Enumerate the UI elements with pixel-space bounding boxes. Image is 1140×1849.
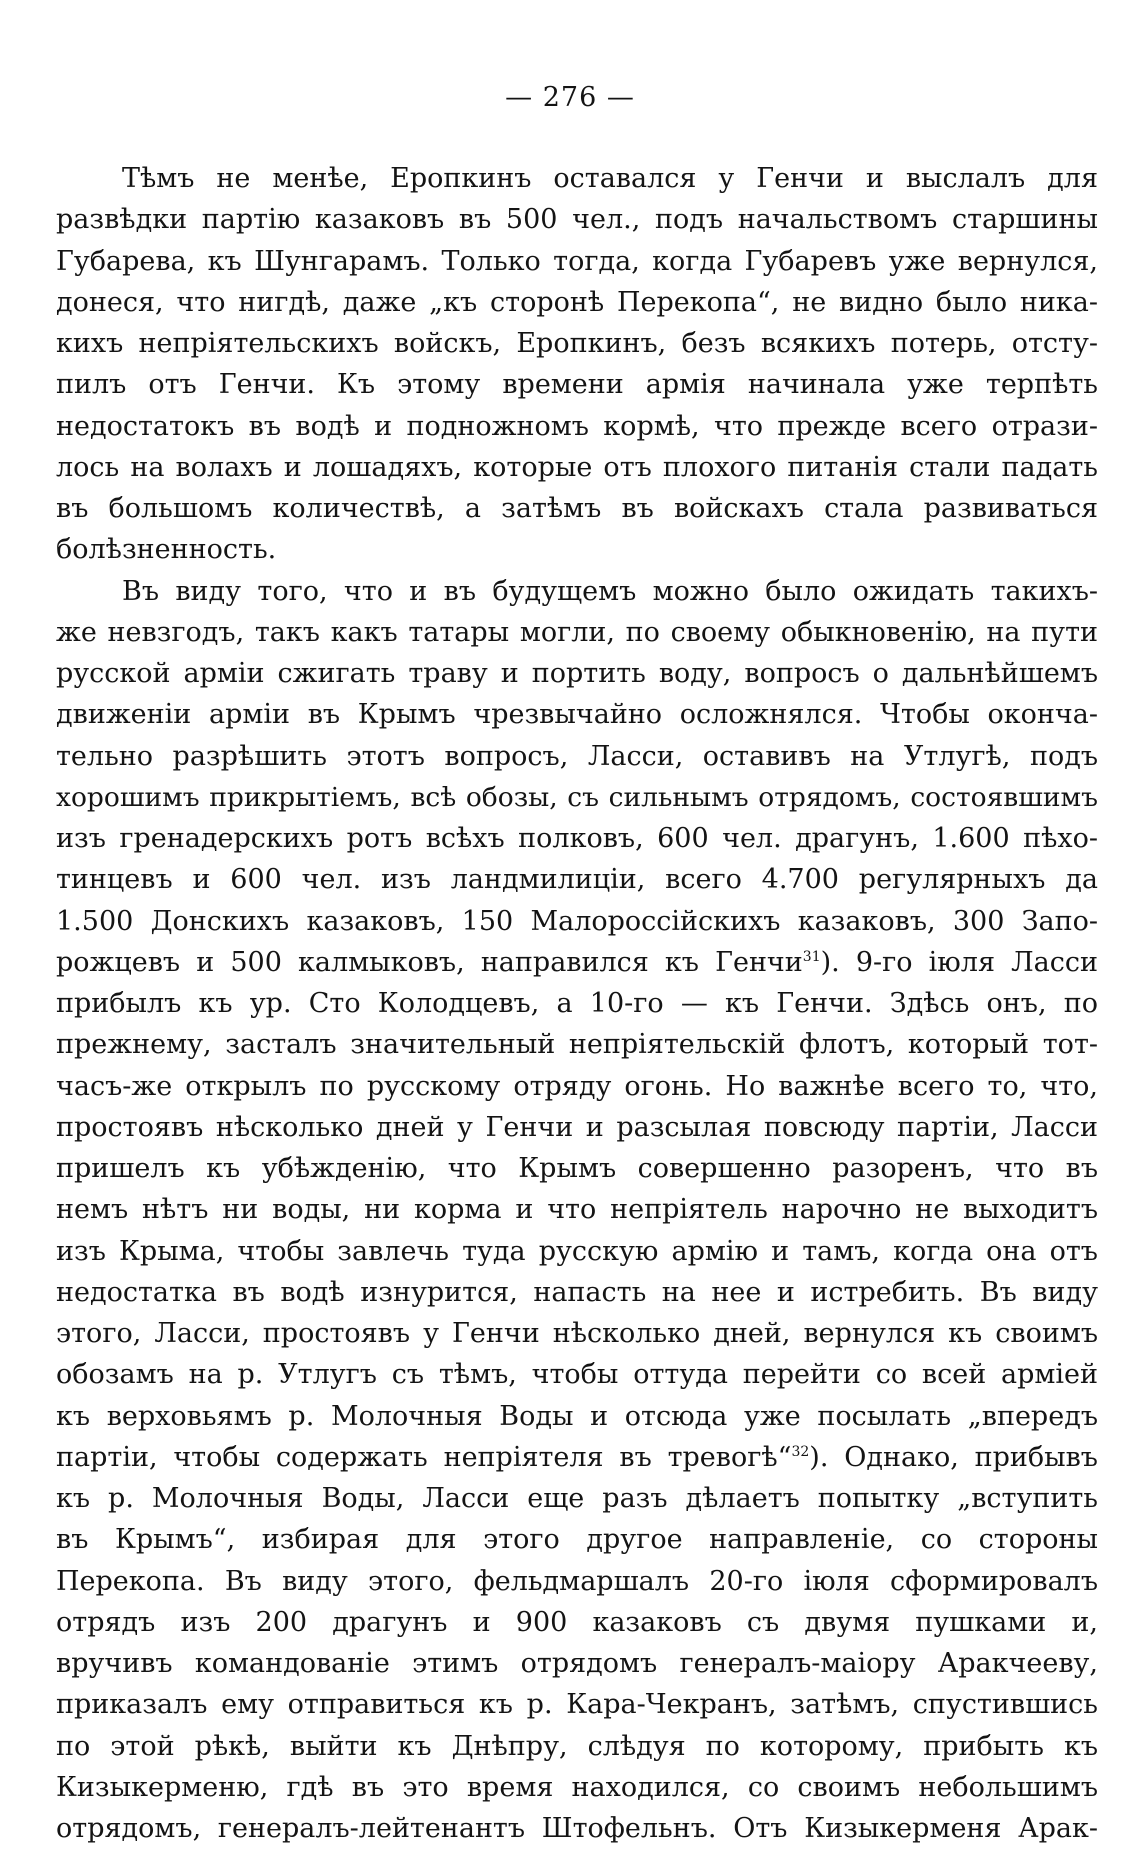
text-line: изъ гренадерскихъ ротъ всѣхъ полковъ, 600 чел. драгунъ, 1.600 пѣхо-	[56, 818, 1098, 859]
text-line: Тѣмъ не менѣе, Еропкинъ оставался у Генчи и выслалъ для	[56, 158, 1098, 199]
text-line-with-footnote	[56, 1437, 1098, 1478]
line-text: партіи, чтобы содержать непріятеля въ тревогѣ“	[56, 1442, 791, 1473]
text-line: къ верховьямъ р. Молочныя Воды и отсюда уже посылать „впередъ	[56, 1396, 1098, 1437]
footnote-ref: 32	[791, 1444, 809, 1460]
text-line: русской арміи сжигать траву и портить воду, вопросъ о дальнѣйшемъ	[56, 653, 1098, 694]
text-line: недостатокъ въ водѣ и подножномъ кормѣ, что прежде всего отрази-	[56, 406, 1098, 447]
text-line: болѣзненность.	[56, 529, 1098, 570]
text-line: въ Крымъ“, избирая для этого другое направленіе, со стороны	[56, 1519, 1098, 1560]
text-line: этого, Ласси, простоявъ у Генчи нѣсколько дней, вернулся къ своимъ	[56, 1313, 1098, 1354]
line-text: рожцевъ и 500 калмыковъ, направился къ Генчи	[56, 947, 803, 978]
paragraph-1	[56, 158, 1098, 571]
text-line: донеся, что нигдѣ, даже „къ сторонѣ Перекопа“, не видно было ника-	[56, 282, 1098, 323]
text-line: лось на волахъ и лошадяхъ, которые отъ плохого питанія стали падать	[56, 447, 1098, 488]
page-number: — 276 —	[0, 82, 1140, 113]
text-line: пилъ отъ Генчи. Къ этому времени армія начинала уже терпѣть	[56, 364, 1098, 405]
text-line: кихъ непріятельскихъ войскъ, Еропкинъ, безъ всякихъ потерь, отсту-	[56, 323, 1098, 364]
text-line: изъ Крыма, чтобы завлечь туда русскую армію и тамъ, когда она отъ	[56, 1231, 1098, 1272]
text-line: въ большомъ количествѣ, а затѣмъ въ войскахъ стала развиваться	[56, 488, 1098, 529]
text-line: же невзгодъ, такъ какъ татары могли, по своему обыкновенію, на пути	[56, 612, 1098, 653]
text-line: прибылъ къ ур. Сто Колодцевъ, а 10-го — къ Генчи. Здѣсь онъ, по	[56, 983, 1098, 1024]
line-text-after-note: ). Однако, прибывъ	[809, 1442, 1098, 1473]
line-text-after-note: ). 9-го іюля Ласси	[821, 947, 1098, 978]
text-line: 1.500 Донскихъ казаковъ, 150 Малороссійскихъ казаковъ, 300 Запо-	[56, 901, 1098, 942]
text-line-with-footnote	[56, 942, 1098, 983]
text-line: Въ виду того, что и въ будущемъ можно было ожидать такихъ-	[56, 571, 1098, 612]
text-line: хорошимъ прикрытіемъ, всѣ обозы, съ сильнымъ отрядомъ, состоявшимъ	[56, 777, 1098, 818]
text-body	[56, 158, 1098, 1849]
text-line: Губарева, къ Шунгарамъ. Только тогда, когда Губаревъ уже вернулся,	[56, 241, 1098, 282]
text-line: по этой рѣкѣ, выйти къ Днѣпру, слѣдуя по которому, прибыть къ	[56, 1726, 1098, 1767]
text-line: приказалъ ему отправиться къ р. Кара-Чекранъ, затѣмъ, спустившись	[56, 1684, 1098, 1725]
text-line: Кизыкерменю, гдѣ въ это время находился, со своимъ небольшимъ	[56, 1767, 1098, 1808]
text-line: отрядъ изъ 200 драгунъ и 900 казаковъ съ двумя пушками и,	[56, 1602, 1098, 1643]
text-line: недостатка въ водѣ изнурится, напасть на нее и истребить. Въ виду	[56, 1272, 1098, 1313]
paragraph-2	[56, 571, 1098, 1849]
text-line: тинцевъ и 600 чел. изъ ландмилиціи, всего 4.700 регулярныхъ да	[56, 859, 1098, 900]
text-line: прежнему, засталъ значительный непріятельскій флотъ, который тот-	[56, 1024, 1098, 1065]
footnote-ref: 31	[803, 949, 821, 965]
text-line: обозамъ на р. Утлугъ съ тѣмъ, чтобы оттуда перейти со всей арміей	[56, 1354, 1098, 1395]
text-line: немъ нѣтъ ни воды, ни корма и что непріятель нарочно не выходитъ	[56, 1189, 1098, 1230]
text-line: вручивъ командованіе этимъ отрядомъ генералъ-маіору Аракчееву,	[56, 1643, 1098, 1684]
text-line: пришелъ къ убѣжденію, что Крымъ совершенно разоренъ, что въ	[56, 1148, 1098, 1189]
text-line: простоявъ нѣсколько дней у Генчи и разсылая повсюду партіи, Ласси	[56, 1107, 1098, 1148]
text-line: къ р. Молочныя Воды, Ласси еще разъ дѣлаетъ попытку „вступить	[56, 1478, 1098, 1519]
text-line: движеніи арміи въ Крымъ чрезвычайно осложнялся. Чтобы оконча-	[56, 694, 1098, 735]
text-line: тельно разрѣшить этотъ вопросъ, Ласси, оставивъ на Утлугѣ, подъ	[56, 736, 1098, 777]
text-line: часъ-же открылъ по русскому отряду огонь. Но важнѣе всего то, что,	[56, 1066, 1098, 1107]
text-line: развѣдки партію казаковъ въ 500 чел., подъ начальствомъ старшины	[56, 199, 1098, 240]
text-line: отрядомъ, генералъ-лейтенантъ Штофельнъ. Отъ Кизыкерменя Арак-	[56, 1808, 1098, 1849]
text-line: Перекопа. Въ виду этого, фельдмаршалъ 20-го іюля сформировалъ	[56, 1561, 1098, 1602]
